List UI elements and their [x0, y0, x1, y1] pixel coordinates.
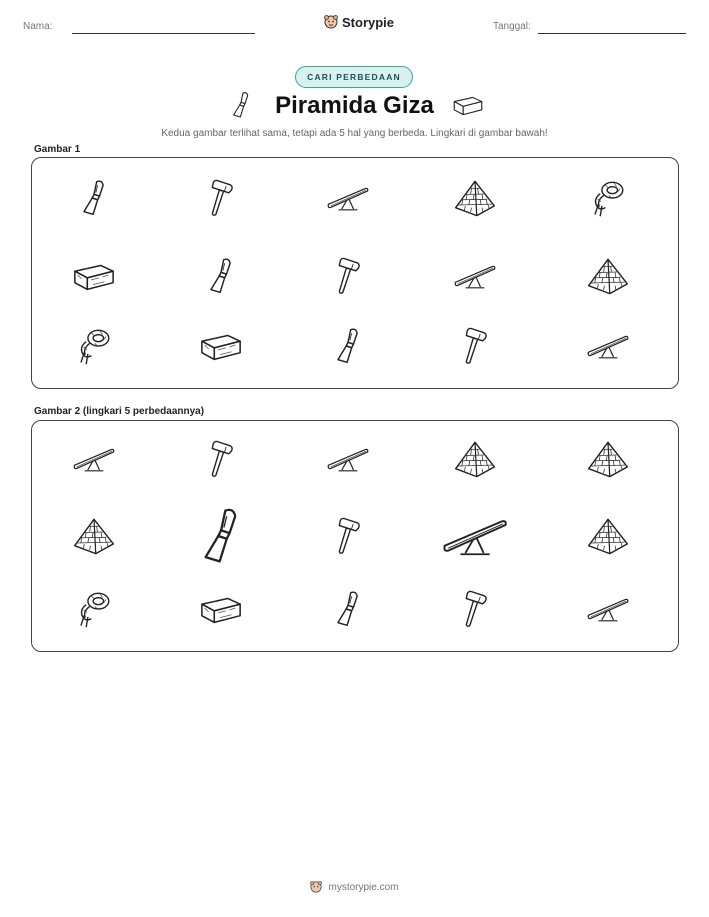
hammer-icon — [199, 178, 243, 218]
pyramid-icon[interactable] — [586, 516, 630, 556]
chisel-icon — [199, 256, 243, 296]
chisel-icon — [72, 178, 116, 218]
name-field[interactable] — [72, 33, 255, 34]
instructions: Kedua gambar terlihat sama, tetapi ada 5 hal yang berbeda. Lingkari di gambar bawah! — [161, 128, 548, 139]
lever-icon — [453, 256, 497, 296]
chisel-icon — [326, 326, 370, 366]
pyramid-icon[interactable] — [72, 516, 116, 556]
lever-icon[interactable] — [72, 439, 116, 479]
pyramid-icon — [453, 178, 497, 218]
picture-1-label: Gambar 1 — [34, 144, 81, 155]
lever-icon — [326, 178, 370, 218]
storypie-mascot-icon — [324, 14, 338, 30]
stone-block-icon — [452, 94, 484, 116]
chisel-icon[interactable] — [187, 505, 255, 567]
lever-icon[interactable] — [441, 505, 509, 567]
name-label: Nama: — [23, 21, 53, 32]
stone-block-icon — [72, 256, 116, 296]
picture-2-label: Gambar 2 (lingkari 5 perbedaannya) — [34, 406, 205, 417]
brand-name: Storypie — [342, 14, 395, 30]
storypie-mascot-icon — [310, 880, 322, 894]
chisel-icon[interactable] — [326, 589, 370, 629]
hammer-icon — [326, 256, 370, 296]
rope-icon[interactable] — [72, 589, 116, 629]
pyramid-icon[interactable] — [586, 439, 630, 479]
worksheet-header — [0, 0, 709, 44]
brand-logo — [324, 14, 394, 30]
hammer-icon — [453, 326, 497, 366]
hammer-icon[interactable] — [326, 516, 370, 556]
activity-badge: CARI PERBEDAAN — [295, 66, 413, 88]
hammer-icon[interactable] — [453, 589, 497, 629]
stone-block-icon — [199, 326, 243, 366]
footer-url[interactable]: mystorypie.com — [328, 881, 399, 893]
worksheet-title: Piramida Giza — [275, 92, 434, 119]
rope-icon — [72, 326, 116, 366]
lever-icon[interactable] — [326, 439, 370, 479]
lever-icon — [586, 326, 630, 366]
date-field[interactable] — [538, 33, 686, 34]
rope-icon — [586, 178, 630, 218]
footer — [0, 880, 709, 894]
date-label: Tanggal: — [493, 21, 531, 32]
pyramid-icon — [586, 256, 630, 296]
lever-icon[interactable] — [586, 589, 630, 629]
stone-block-icon[interactable] — [199, 589, 243, 629]
hammer-icon[interactable] — [199, 439, 243, 479]
pyramid-icon[interactable] — [453, 439, 497, 479]
